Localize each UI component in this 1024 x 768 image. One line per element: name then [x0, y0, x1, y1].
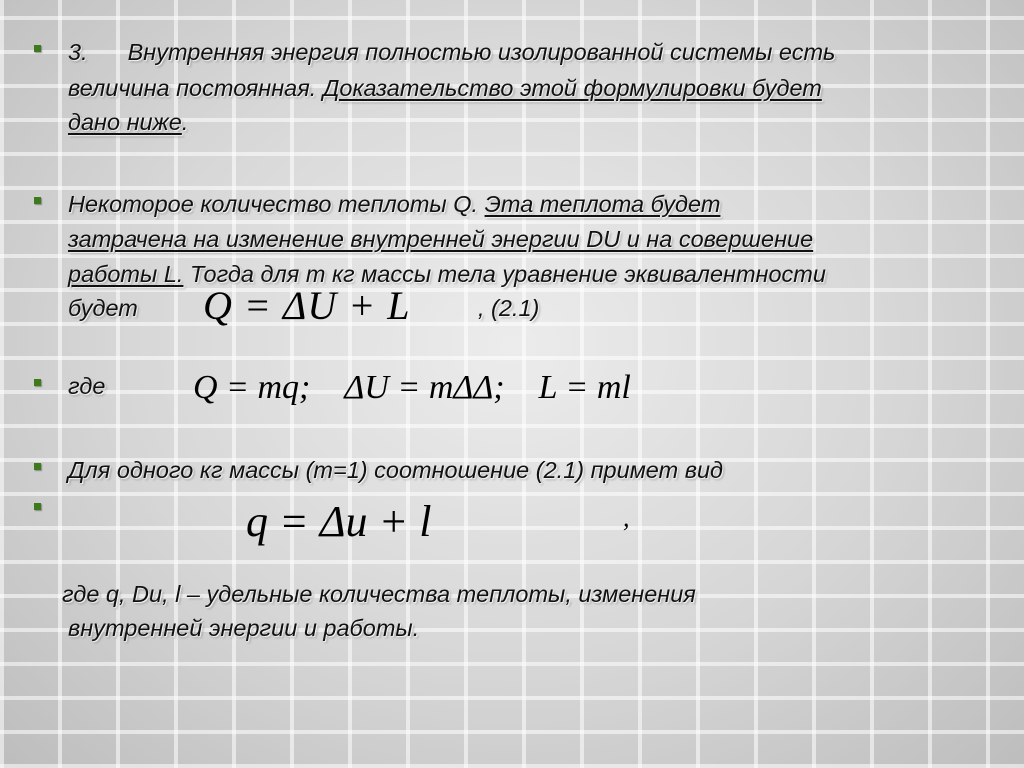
bullet-4 — [34, 463, 41, 470]
item1-line3 — [68, 106, 188, 138]
formula-specific-comma: , — [623, 503, 630, 532]
item1-text-3: Доказательство этой формулировки будет — [322, 75, 822, 101]
item2-text-4: будет — [68, 295, 138, 321]
formula-definitions: Q = mq; ΔU = mΔΔ; L = ml — [193, 369, 631, 406]
formula-specific: q = Δu + l — [246, 497, 432, 546]
item1-line2 — [68, 72, 822, 104]
item2-line2: затрачена на изменение внутренней энергии DU и на совершение — [68, 226, 814, 252]
item2-text-1b: Эта теплота будет — [484, 191, 721, 217]
item1-text-2: величина постоянная. — [68, 75, 317, 101]
item1-text-1: Внутренняя энергия полностью изолированной системы есть — [127, 39, 836, 65]
bullet-3 — [34, 379, 41, 386]
item1-line1 — [68, 36, 835, 68]
formula-2-1: Q = ΔU + L — [203, 283, 411, 328]
item3-label: где — [68, 373, 106, 399]
note-line2: внутренней энергии и работы. — [68, 615, 420, 641]
item4-text: Для одного кг массы (m=1) соотношение (2.1) примет вид — [68, 457, 724, 483]
item2-line1 — [68, 188, 720, 220]
bullet-2 — [34, 197, 41, 204]
item2-text-3a: работы L. — [68, 261, 184, 287]
item2-line3 — [68, 258, 826, 290]
item2-line4 — [68, 292, 138, 324]
item2-text-1a: Некоторое количество теплоты Q. — [68, 191, 479, 217]
item1-text-4: дано ниже — [68, 109, 182, 135]
item2-text-3b: Тогда для m кг массы тела уравнение эквивалентности — [183, 261, 826, 287]
bullet-1 — [34, 45, 41, 52]
item1-number: 3. — [68, 39, 88, 65]
formula-2-1-ref: , (2.1) — [478, 295, 540, 321]
note-line1: где q, Du, l – удельные количества теплоты, изменения — [62, 581, 696, 607]
item1-text-5: . — [181, 109, 189, 135]
bullet-5 — [34, 503, 41, 510]
